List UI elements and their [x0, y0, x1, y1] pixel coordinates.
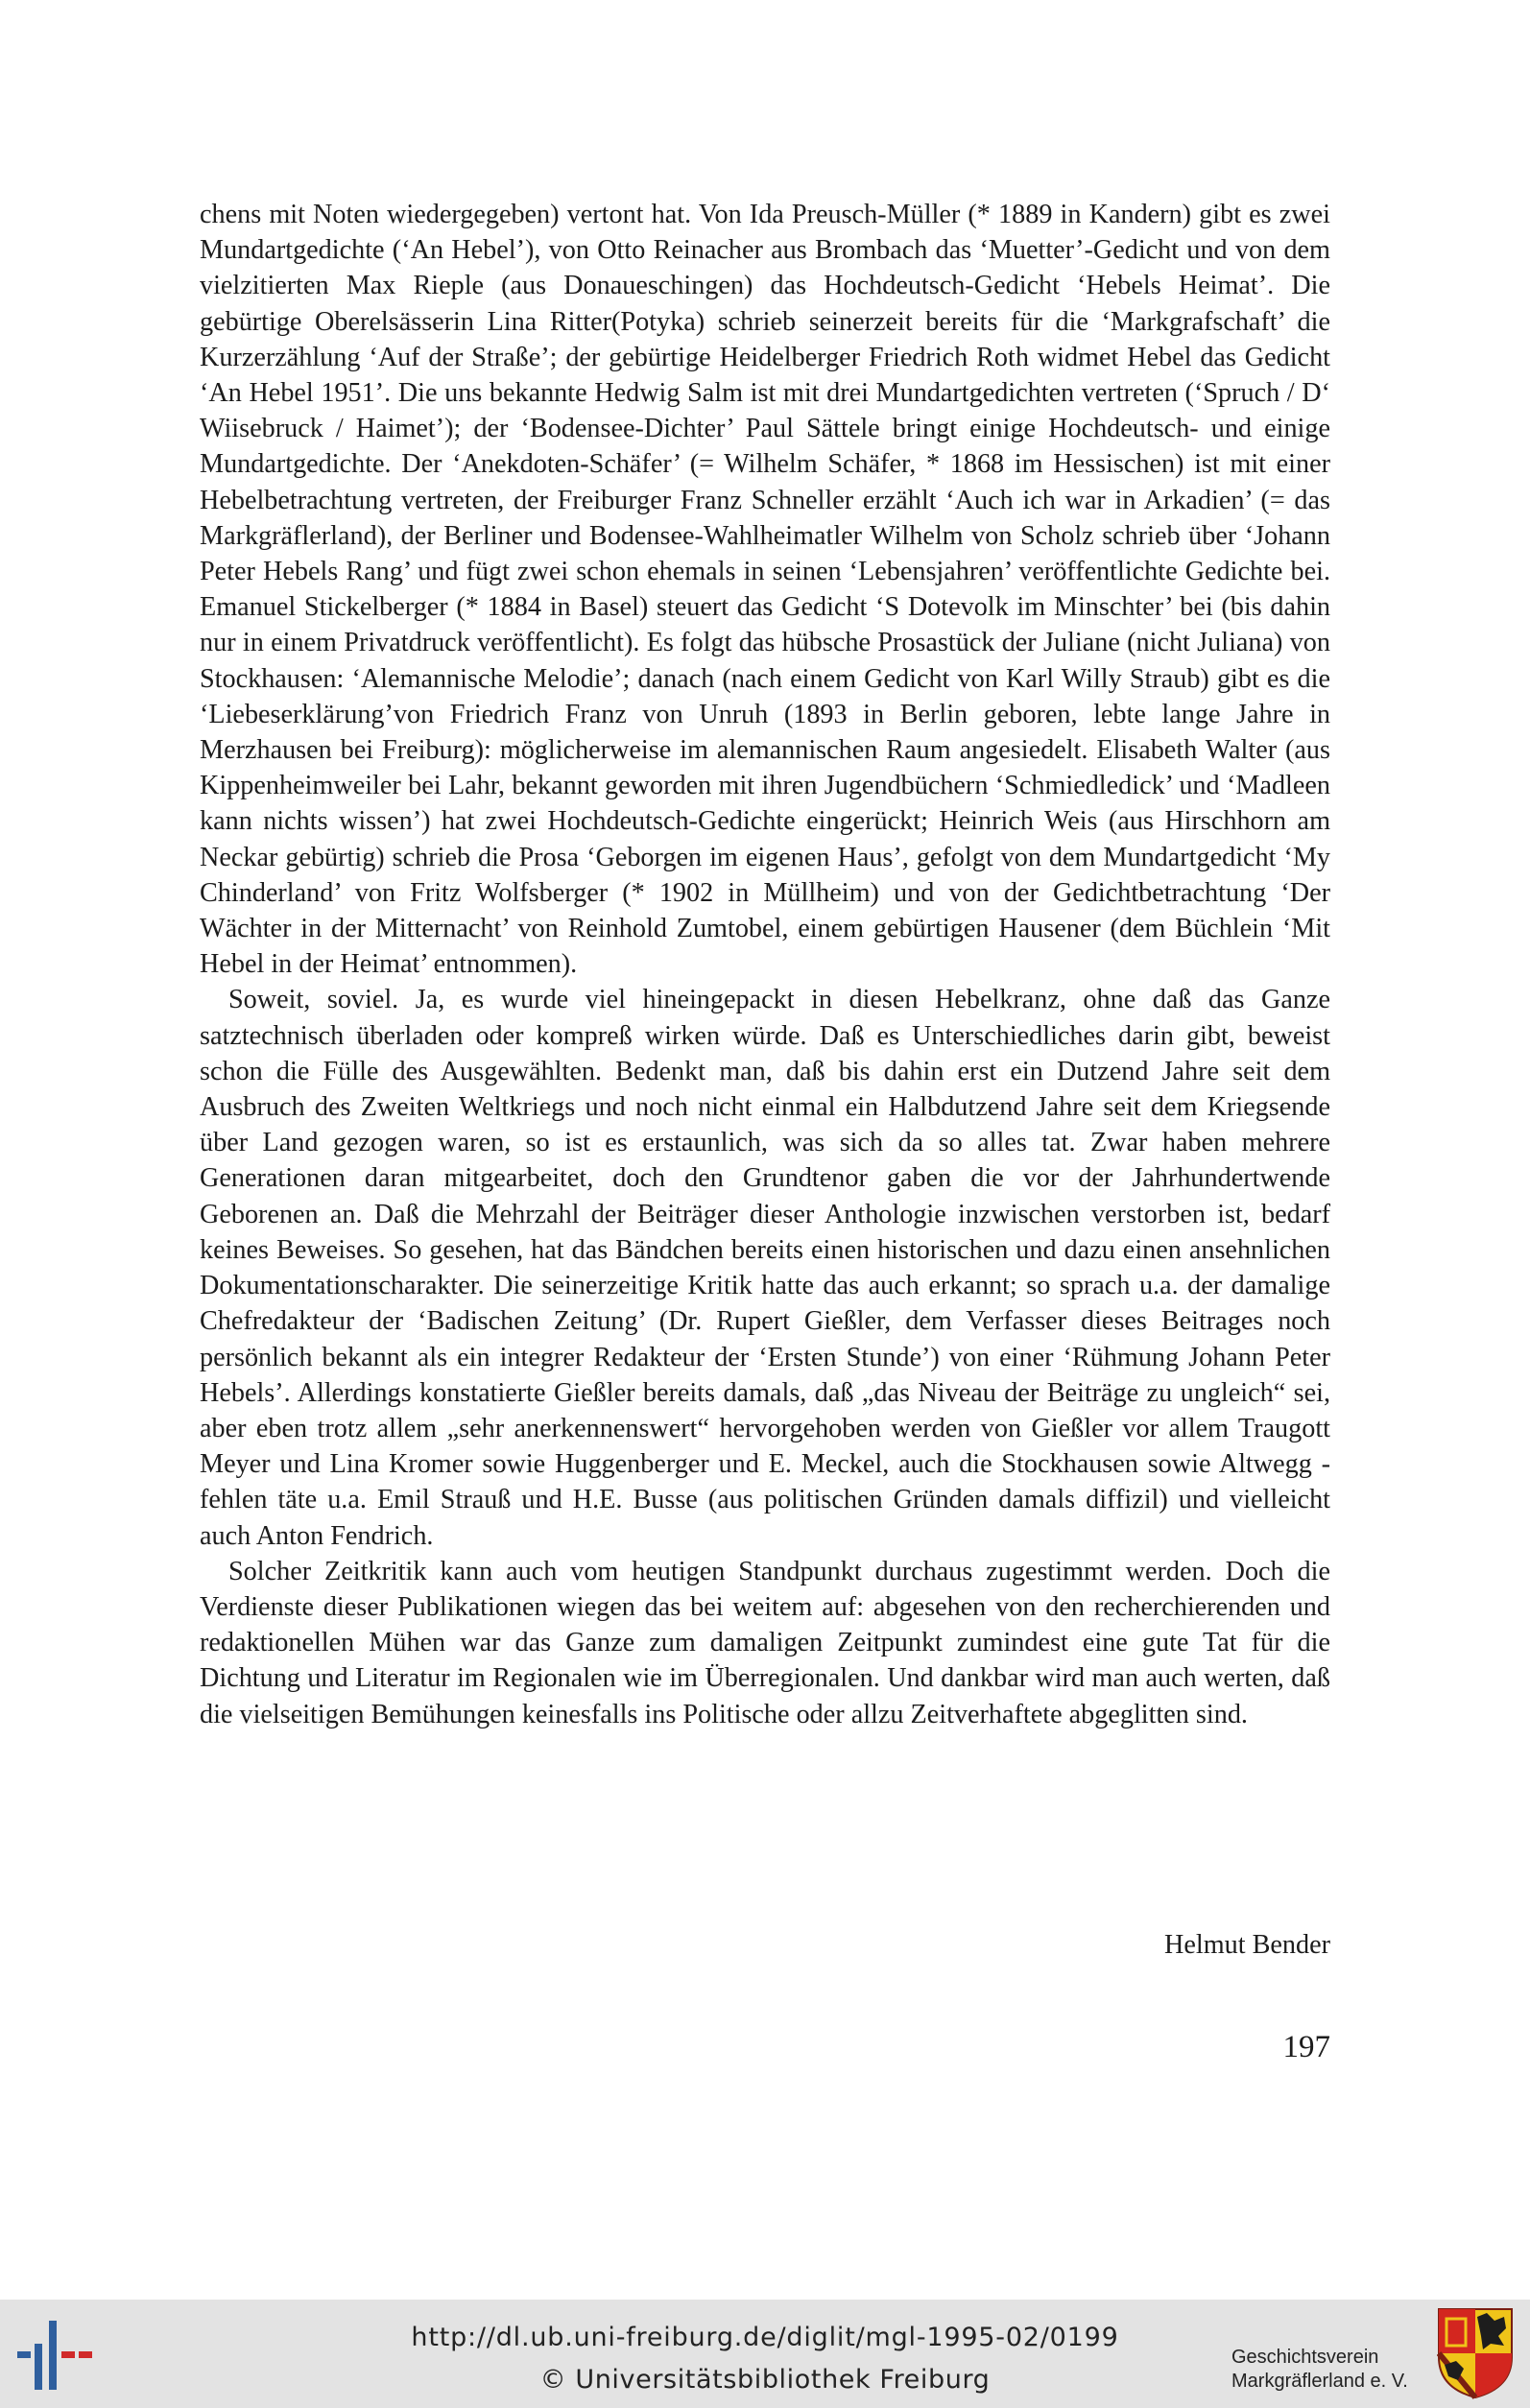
coat-of-arms-icon[interactable]	[1437, 2307, 1514, 2399]
paragraph-2: Soweit, soviel. Ja, es wurde viel hineingepackt in diesen Hebelkranz, ohne daß das Ganze satztechnisch überladen oder kompreß wirken würde. Daß es Unterschiedliches darin gibt, beweist schon die Fülle des Ausgewählten. Bedenkt man, daß bis dahin erst ein Dutzend Jahre seit dem Ausbruch des Zweiten Weltkriegs und noch nicht einmal ein Halbdutzend Jahre seit dem Kriegsende über Land gezogen waren, so ist es erstaunlich, was sich da so alles tat. Zwar haben mehrere Generationen daran mitgearbeitet, doch den Grundtenor gaben die vor der Jahrhundertwende Geborenen an. Daß die Mehrzahl der Beiträger dieser Anthologie inzwischen verstorben ist, bedarf keines Beweises. So gesehen, hat das Bändchen bereits einen historischen und dazu einen ansehnlichen Dokumentationscharakter. Die seinerzeitige Kritik hatte das auch erkannt; so sprach u.a. der damalige Chefredakteur der ‘Badischen Zeitung’ (Dr. Rupert Gießler, dem Verfasser dieses Beitrages noch persönlich bekannt als ein integrer Redakteur der ‘Ersten Stunde’) von einer ‘Rühmung Johann Peter Hebels’. Allerdings konstatierte Gießler bereits damals, daß „das Niveau der Beiträge zu ungleich“ sei, aber eben trotz allem „sehr anerkennenswert“ hervorgehoben werden von Gießler vor allem Traugott Meyer und Lina Kromer sowie Huggenberger und E. Meckel, auch die Stockhausen sowie Altwegg - fehlen täte u.a. Emil Strauß und H.E. Busse (aus politischen Gründen damals diffizil) und vielleicht auch Anton Fendrich.	[200, 985, 1330, 1551]
paragraph-3: Solcher Zeitkritik kann auch vom heutigen Standpunkt durchaus zugestimmt werden. Doch die Verdienste dieser Publikationen wiegen das bei weitem auf: abgesehen von den recherchierenden und redaktionellen Mühen war das Ganze zum damaligen Zeitpunkt zumindest eine gute Tat für die Dichtung und Literatur im Regionalen wie im Überregionalen. Und dankbar wird man auch werten, daß die vielseitigen Bemühungen keinesfalls ins Politische oder allzu Zeitverhaftete abgeglitten sind.	[200, 1556, 1330, 1729]
page-number: 197	[1282, 2030, 1330, 2064]
society-name	[1231, 2346, 1443, 2394]
author-signature: Helmut Bender	[1164, 1930, 1330, 1960]
copyright-notice: © Universitätsbibliothek Freiburg	[539, 2365, 991, 2395]
society-name-line-1: Geschichtsverein	[1231, 2347, 1379, 2368]
society-name-line-2: Markgräflerland e. V.	[1231, 2371, 1408, 2392]
paragraph-1: chens mit Noten wiedergegeben) vertont hat. Von Ida Preusch-Müller (* 1889 in Kandern) gibt es zwei Mundartgedichte (‘An Hebel’), von Otto Reinacher aus Brombach das ‘Muetter’-Gedicht und von dem vielzitierten Max Rieple (aus Donaueschingen) das Hochdeutsch-Gedicht ‘Hebels Heimat’. Die gebürtige Oberelsässerin Lina Ritter(Potyka) schrieb seinerzeit bereits für die ‘Markgrafschaft’ die Kurzerzählung ‘Auf der Straße’; der gebürtige Heidelberger Friedrich Roth widmet Hebel das Gedicht ‘An Hebel 1951’. Die uns bekannte Hedwig Salm ist mit drei Mundartgedichten vertreten (‘Spruch / D‘ Wiisebruck / Haimet’); der ‘Bodensee-Dichter’ Paul Sättele bringt einige Hochdeutsch- und einige Mundartgedichte. Der ‘Anekdoten-Schäfer’ (= Wilhelm Schäfer, * 1868 im Hessischen) ist mit einer Hebelbetrachtung vertreten, der Freiburger Franz Schneller erzählt ‘Auch ich war in Arkadien’ (= das Markgräflerland), der Berliner und Bodensee-Wahlheimatler Wilhelm von Scholz schrieb über ‘Johann Peter Hebels Rang’ und fügt zwei schon ehemals in seinen ‘Lebensjahren’ veröffentlichte Gedichte bei. Emanuel Stickelberger (* 1884 in Basel) steuert das Gedicht ‘S Dotevolk im Minschter’ bei (bis dahin nur in einem Privatdruck veröffentlicht). Es folgt das hübsche Prosastück der Juliane (nicht Juliana) von Stockhausen: ‘Alemannische Melodie’; danach (nach einem Gedicht von Karl Willy Straub) gibt es die ‘Liebeserklärung’von Friedrich Franz von Unruh (1893 in Berlin geboren, lebte lange Jahre in Merzhausen bei Freiburg): möglicherweise im alemannischen Raum angesiedelt. Elisabeth Walter (aus Kippenheimweiler bei Lahr, bekannt geworden mit ihren Jugendbüchern ‘Schmiedledick’ und ‘Madleen kann nichts wissen’) hat zwei Hochdeutsch-Gedichte eingerückt; Heinrich Weis (aus Hirschhorn am Neckar gebürtig) schrieb die Prosa ‘Geborgen im eigenen Haus’, gefolgt von dem Mundartgedicht ‘My Chinderland’ von Fritz Wolfsberger (* 1902 in Müllheim) und von der Gedichtbetrachtung ‘Der Wächter in der Mitternacht’ von Reinhold Zumtobel, einem gebürtigen Hausener (dem Büchlein ‘Mit Hebel in der Heimat’ entnommen).	[200, 200, 1330, 980]
article-body	[200, 197, 1330, 1732]
permalink-url[interactable]: http://dl.ub.uni-freiburg.de/diglit/mgl-1995-02/0199	[411, 2323, 1119, 2352]
